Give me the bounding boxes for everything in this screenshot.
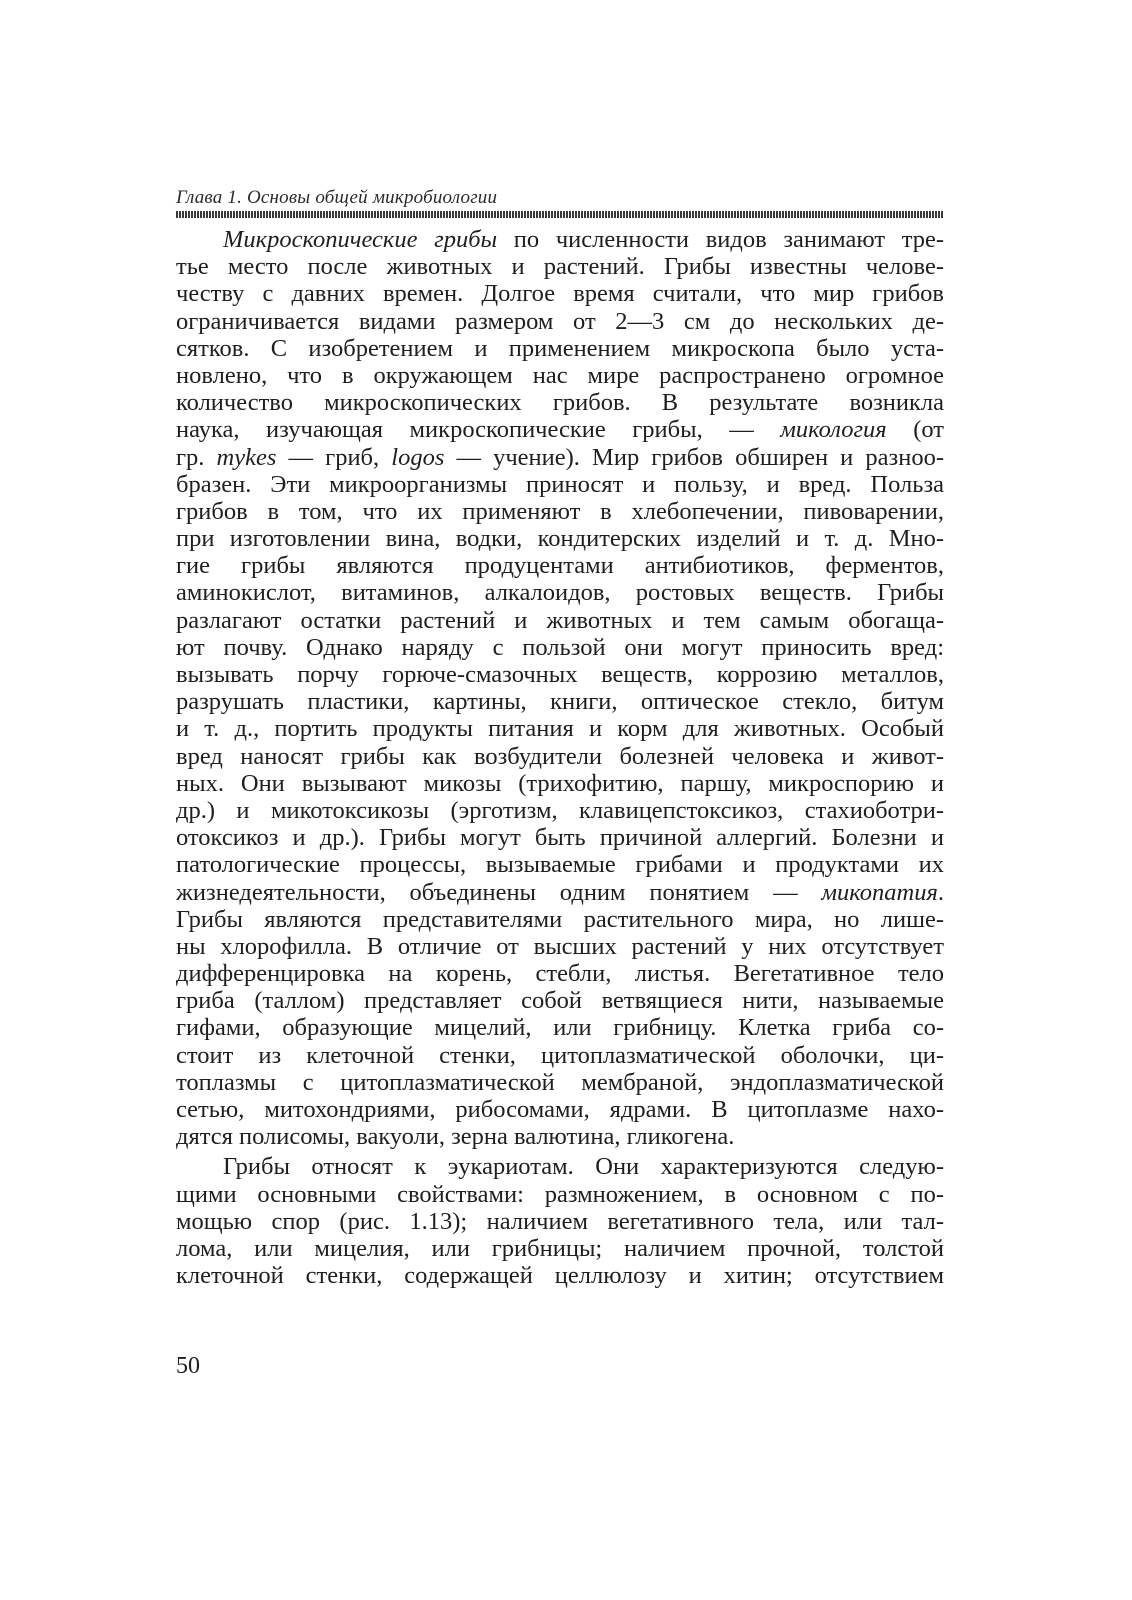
text-run: гие грибы являются продуцентами антибиотиков, ферментов,	[176, 552, 944, 580]
header-rule	[176, 211, 944, 218]
text-run: разрушать пластики, картины, книги, оптическое стекло, битум	[176, 688, 944, 716]
text-run: по численности видов занимают тре-	[497, 226, 944, 253]
running-head: Глава 1. Основы общей микробиологии	[176, 187, 498, 208]
text-line	[176, 661, 944, 688]
text-run: аминокислот, витаминов, алкалоидов, ростовых веществ. Грибы	[176, 579, 944, 607]
text-line	[176, 634, 944, 661]
text-line	[176, 444, 944, 471]
text-line	[176, 525, 944, 552]
text-run: количество микроскопических грибов. В результате возникла	[176, 389, 944, 417]
text-line	[176, 335, 944, 362]
text-line	[176, 607, 944, 634]
text-run: грибов в том, что их применяют в хлебопечении, пивоварении,	[176, 497, 944, 525]
page-number: 50	[176, 1353, 200, 1379]
text-line	[176, 933, 944, 960]
paragraph	[176, 1153, 944, 1289]
text-line	[176, 688, 944, 715]
text-line	[176, 1153, 944, 1180]
text-run: дифференцировка на корень, стебли, листья. Вегетативное тело	[176, 960, 944, 988]
text-run: гриба (таллом) представляет собой ветвящиеся нити, называемые	[176, 987, 944, 1015]
text-line	[176, 1235, 944, 1262]
text-line	[176, 253, 944, 280]
text-run: вред наносят грибы как возбудители болезней человека и живот-	[176, 742, 944, 770]
text-line	[176, 879, 944, 906]
text-line	[176, 960, 944, 987]
text-run: ных. Они вызывают микозы (трихофитию, паршу, микроспорию и	[176, 769, 944, 797]
text-run: и т. д., портить продукты питания и корм для животных. Особый	[176, 715, 944, 743]
text-line	[176, 1014, 944, 1041]
text-run: стоит из клеточной стенки, цитоплазматической оболочки, ци-	[176, 1041, 944, 1069]
text-line	[176, 851, 944, 878]
text-run: клеточной стенки, содержащей целлюлозу и хитин; отсутствием	[176, 1262, 944, 1290]
italic-term: Микроскопические грибы	[223, 226, 498, 253]
text-run: — учение). Мир грибов обширен и разноо-	[444, 443, 944, 471]
text-line	[176, 824, 944, 851]
text-run: (от	[886, 416, 944, 444]
text-run: при изготовлении вина, водки, кондитерских изделий и т. д. Мно-	[176, 525, 944, 553]
text-line	[176, 226, 944, 253]
text-line	[176, 308, 944, 335]
italic-term: микопатия	[821, 878, 938, 906]
text-run: новлено, что в окружающем нас мире распространено огромное	[176, 361, 944, 389]
text-run: тье место после животных и растений. Грибы известны челове-	[176, 253, 944, 281]
italic-term: logos	[391, 443, 445, 471]
text-run: др.) и микотоксикозы (эрготизм, клавицепстоксикоз, стахиоботри-	[176, 796, 944, 824]
text-run: — гриб,	[276, 443, 392, 471]
text-run: .	[937, 878, 944, 906]
text-run: лома, или мицелия, или грибницы; наличием прочной, толстой	[176, 1234, 944, 1262]
text-line	[176, 770, 944, 797]
text-run: ют почву. Однако наряду с пользой они могут приносить вред:	[176, 633, 944, 661]
text-line	[176, 552, 944, 579]
text-run: разлагают остатки растений и животных и тем самым обогаща-	[176, 606, 944, 634]
text-line	[176, 1262, 944, 1289]
text-line	[176, 906, 944, 933]
text-line	[176, 743, 944, 770]
text-run: Грибы являются представителями растительного мира, но лише-	[176, 905, 944, 933]
text-run: мощью спор (рис. 1.13); наличием вегетативного тела, или тал-	[176, 1207, 944, 1235]
text-run: отоксикоз и др.). Грибы могут быть причиной аллергий. Болезни и	[176, 824, 944, 852]
text-line	[176, 1042, 944, 1069]
text-run: сетью, митохондриями, рибосомами, ядрами. В цитоплазме нахо-	[176, 1096, 944, 1123]
text-line	[176, 1181, 944, 1208]
text-run: сятков. С изобретением и применением микроскопа было уста-	[176, 334, 944, 362]
text-line	[176, 416, 944, 443]
text-run: честву с давних времен. Долгое время считали, что мир грибов	[176, 280, 944, 308]
text-line	[176, 471, 944, 498]
text-run: гр.	[176, 443, 217, 471]
text-run: жизнедеятельности, объединены одним понятием —	[176, 878, 822, 906]
italic-term: микология	[780, 416, 887, 444]
text-run: ны хлорофилла. В отличие от высших растений у них отсутствует	[176, 932, 944, 960]
text-run: патологические процессы, вызываемые грибами и продуктами их	[176, 851, 944, 879]
paragraph	[176, 226, 944, 1150]
text-line	[176, 389, 944, 416]
text-run: бразен. Эти микроорганизмы приносят и пользу, и вред. Польза	[176, 470, 944, 498]
text-run: наука, изучающая микроскопические грибы, —	[176, 416, 781, 444]
text-line	[176, 987, 944, 1014]
italic-term: mykes	[216, 443, 277, 471]
text-run: дятся полисомы, вакуоли, зерна валютина, гликогена.	[176, 1123, 735, 1151]
text-run: вызывать порчу горюче-смазочных веществ, коррозию металлов,	[176, 661, 944, 688]
text-line	[176, 797, 944, 824]
text-line	[176, 1069, 944, 1096]
text-line	[176, 362, 944, 389]
text-run: ограничивается видами размером от 2—3 см до нескольких де-	[176, 307, 944, 335]
text-line	[176, 1096, 944, 1123]
text-line	[176, 280, 944, 307]
text-line	[176, 498, 944, 525]
body-text	[176, 226, 944, 1289]
text-line	[176, 1208, 944, 1235]
text-run: гифами, образующие мицелий, или грибницу. Клетка гриба со-	[176, 1014, 944, 1042]
text-run: щими основными свойствами: размножением, в основном с по-	[176, 1180, 944, 1208]
text-run: топлазмы с цитоплазматической мембраной, эндоплазматической	[176, 1068, 944, 1096]
text-line	[176, 1123, 944, 1150]
text-run: Грибы относят к эукариотам. Они характеризуются следую-	[223, 1153, 944, 1181]
text-line	[176, 579, 944, 606]
text-line	[176, 715, 944, 742]
